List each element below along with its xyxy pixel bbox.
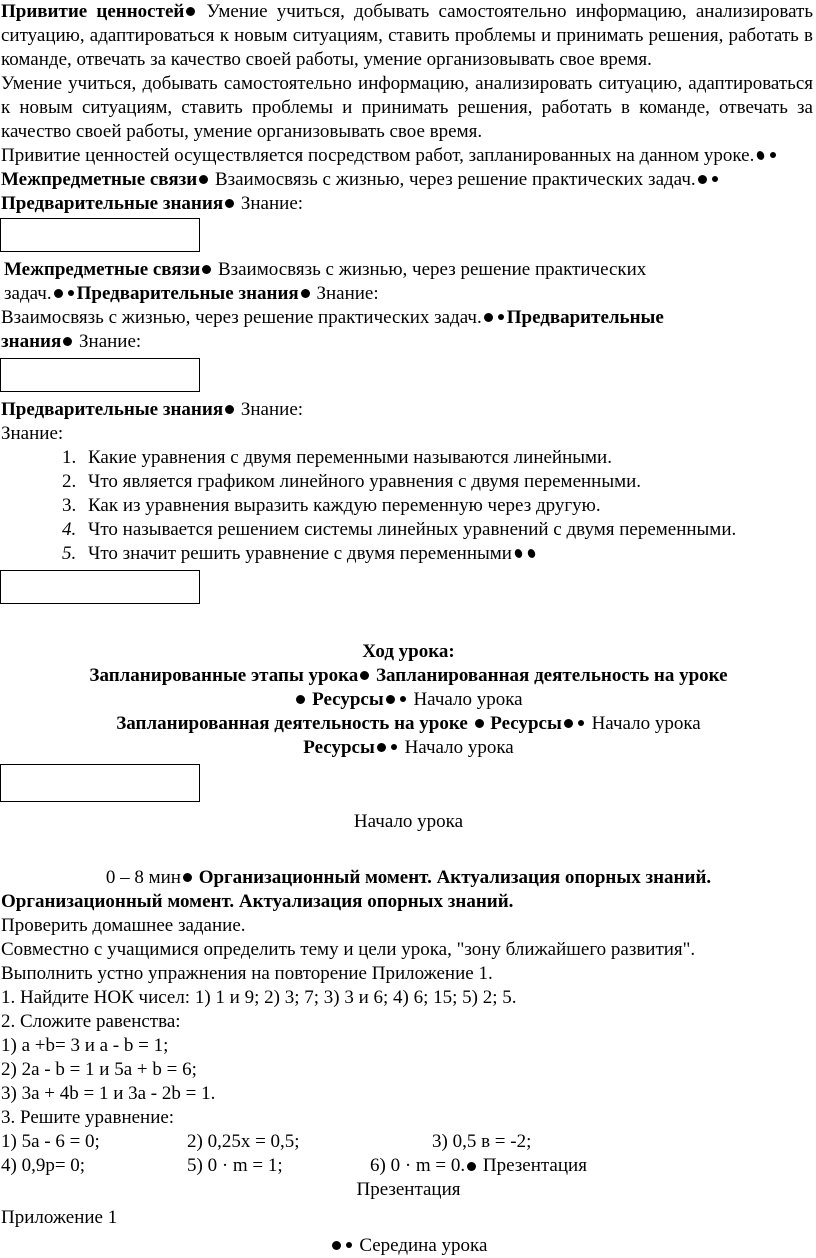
bullet-icon (564, 719, 573, 728)
paragraph-interdisciplinary (0, 258, 816, 306)
realization-text: Привитие ценностей осуществляется посредством работ, запланированных на данном уроке. (1, 145, 755, 166)
prior-knowledge-title: Предварительные знания (1, 399, 224, 420)
table-cell-frame (0, 570, 200, 604)
bullet-icon (332, 1241, 341, 1250)
bullet-icon (386, 695, 395, 704)
bullet-icon (63, 337, 72, 346)
line-eq-2: 2) 2a - b = 1 и 5a + b = 6; (1, 1059, 197, 1080)
bullet-icon (296, 695, 305, 704)
bullet-icon (527, 548, 537, 559)
interdisciplinary-title: Межпредметные связи (4, 259, 201, 280)
prior-knowledge-text: Знание: (240, 399, 304, 420)
bullet-icon (68, 290, 74, 296)
lesson-activity-line: Запланированная деятельность на уроке Ресурсы Начало урока (116, 713, 701, 734)
list-item: 5. Что значит решить уравнение с двумя переменными (62, 542, 816, 566)
prior-knowledge-text: Знание: (316, 283, 379, 304)
table-cell-frame (0, 764, 200, 802)
prior-knowledge-title: Предварительные (506, 307, 664, 328)
prior-knowledge-title: Предварительные знания (1, 193, 224, 214)
values-text: Умение учиться, добывать самостоятельно информацию, анализировать ситуацию, адаптироваться к новым ситуациям, ставить проблемы и принимать решения, работать в команде, отвечать за качество своей работы, умение организовывать свое время. (1, 1, 814, 70)
bullet-icon (360, 671, 369, 680)
equations-row-1: 1) 5a - 6 = 0; 2) 0,25x = 0,5; 3) 0,5 в = -2; (1, 1131, 532, 1152)
appendix-label: Приложение 1 (1, 1207, 118, 1228)
presentation-label: Презентация (356, 1179, 461, 1200)
bullet-icon (225, 405, 234, 414)
bullet-icon (225, 199, 234, 208)
bullet-icon (202, 265, 211, 274)
bullet-icon (346, 1242, 352, 1248)
bullet-icon (475, 719, 484, 728)
bullet-icon (377, 743, 386, 752)
line-add-equalities: 2. Сложите равенства: (1, 1011, 181, 1032)
bullet-icon (467, 1162, 476, 1171)
paragraph-prior-knowledge (0, 398, 816, 422)
org-moment-heading: 0 – 8 мин Организационный момент. Актуализация опорных знаний. (105, 867, 712, 888)
bullet-icon (698, 175, 707, 184)
bullet-icon (54, 289, 63, 298)
list-item: 2. Что является графиком линейного уравнения с двумя переменными. (62, 471, 642, 492)
relation-text: Взаимосвязь с жизнью, через решение практических задач. (1, 307, 482, 328)
table-cell-frame (0, 358, 200, 392)
line-lcm: 1. Найдите НОК чисел: 1) 1 и 9; 2) 3; 7; 3) 3 и 6; 4) 6; 15; 5) 2; 5. (1, 987, 517, 1008)
line-exercises: Выполнить устно упражнения на повторение Приложение 1. (1, 963, 493, 984)
bullet-icon (199, 175, 208, 184)
bullet-icon (578, 720, 584, 726)
line-eq-1: 1) a +b= 3 и a - b = 1; (1, 1035, 169, 1056)
bullet-icon (400, 696, 406, 702)
line-goals: Совместно с учащимися определить тему и цели урока, "зону ближайшего развития". (1, 939, 696, 960)
org-moment-title: Организационный момент. Актуализация опорных знаний. (1, 891, 514, 912)
bullet-icon (712, 176, 718, 182)
line-homework: Проверить домашнее задание. (1, 915, 246, 936)
questions-list (0, 446, 816, 566)
interdisciplinary-text-end: задач. (4, 283, 52, 304)
knowledge-label: Знание: (1, 423, 64, 444)
paragraph-relation (0, 306, 816, 354)
list-item: 4. Что называется решением системы линейных уравнений с двумя переменными. (62, 519, 737, 540)
prior-knowledge-title: Предварительные знания (76, 283, 299, 304)
prior-knowledge-text: Знание: (240, 193, 304, 214)
bullet-icon (756, 150, 766, 161)
line-eq-3: 3) 3a + 4b = 1 и 3a - 2b = 1. (1, 1083, 216, 1104)
paragraph-skills: Умение учиться, добывать самостоятельно информацию, анализировать ситуацию, адаптироваться к новым ситуациям, ставить проблемы и принимать решения, работать в команде, отвечать за качество своей работы, умение организовывать свое время. (1, 73, 813, 142)
list-item: 1. Какие уравнения с двумя переменными называются линейными. (62, 447, 612, 468)
equations-row-2: 4) 0,9p= 0; 5) 0 · m = 1; 6) 0 · m = 0. Презентация (1, 1155, 587, 1176)
bullet-icon (484, 313, 493, 322)
bullet-icon (183, 873, 192, 882)
middle-heading: Середина урока (0, 1234, 816, 1258)
values-title: Привитие ценностей (1, 1, 185, 22)
interdisciplinary-title: Межпредметные связи (1, 169, 198, 190)
list-item: 3. Как из уравнения выразить каждую переменную через другую. (62, 495, 601, 516)
start-label: Начало урока (353, 811, 464, 832)
bullet-icon (391, 744, 397, 750)
interdisciplinary-text: Взаимосвязь с жизнью, через решение практических (217, 259, 647, 280)
bullet-icon (301, 289, 310, 298)
lesson-heading: Ход урока: (362, 641, 455, 662)
prior-knowledge-text: Знание: (79, 331, 142, 352)
bullet-icon (498, 314, 504, 320)
lesson-resources-line: Ресурсы Начало урока (303, 737, 514, 758)
table-cell-frame (0, 218, 200, 252)
bullet-icon (514, 548, 524, 559)
prior-knowledge-title-end: знания (1, 331, 62, 352)
bullet-icon (186, 7, 195, 16)
paragraph-values-realization (0, 144, 816, 216)
line-solve: 3. Решите уравнение: (1, 1107, 175, 1128)
lesson-table-header: Запланированные этапы урока Запланированная деятельность на уроке Ресурсы Начало урока (89, 665, 728, 710)
bullet-icon (770, 152, 776, 158)
paragraph-values (0, 0, 813, 72)
interdisciplinary-text: Взаимосвязь с жизнью, через решение практических задач. (214, 169, 696, 190)
